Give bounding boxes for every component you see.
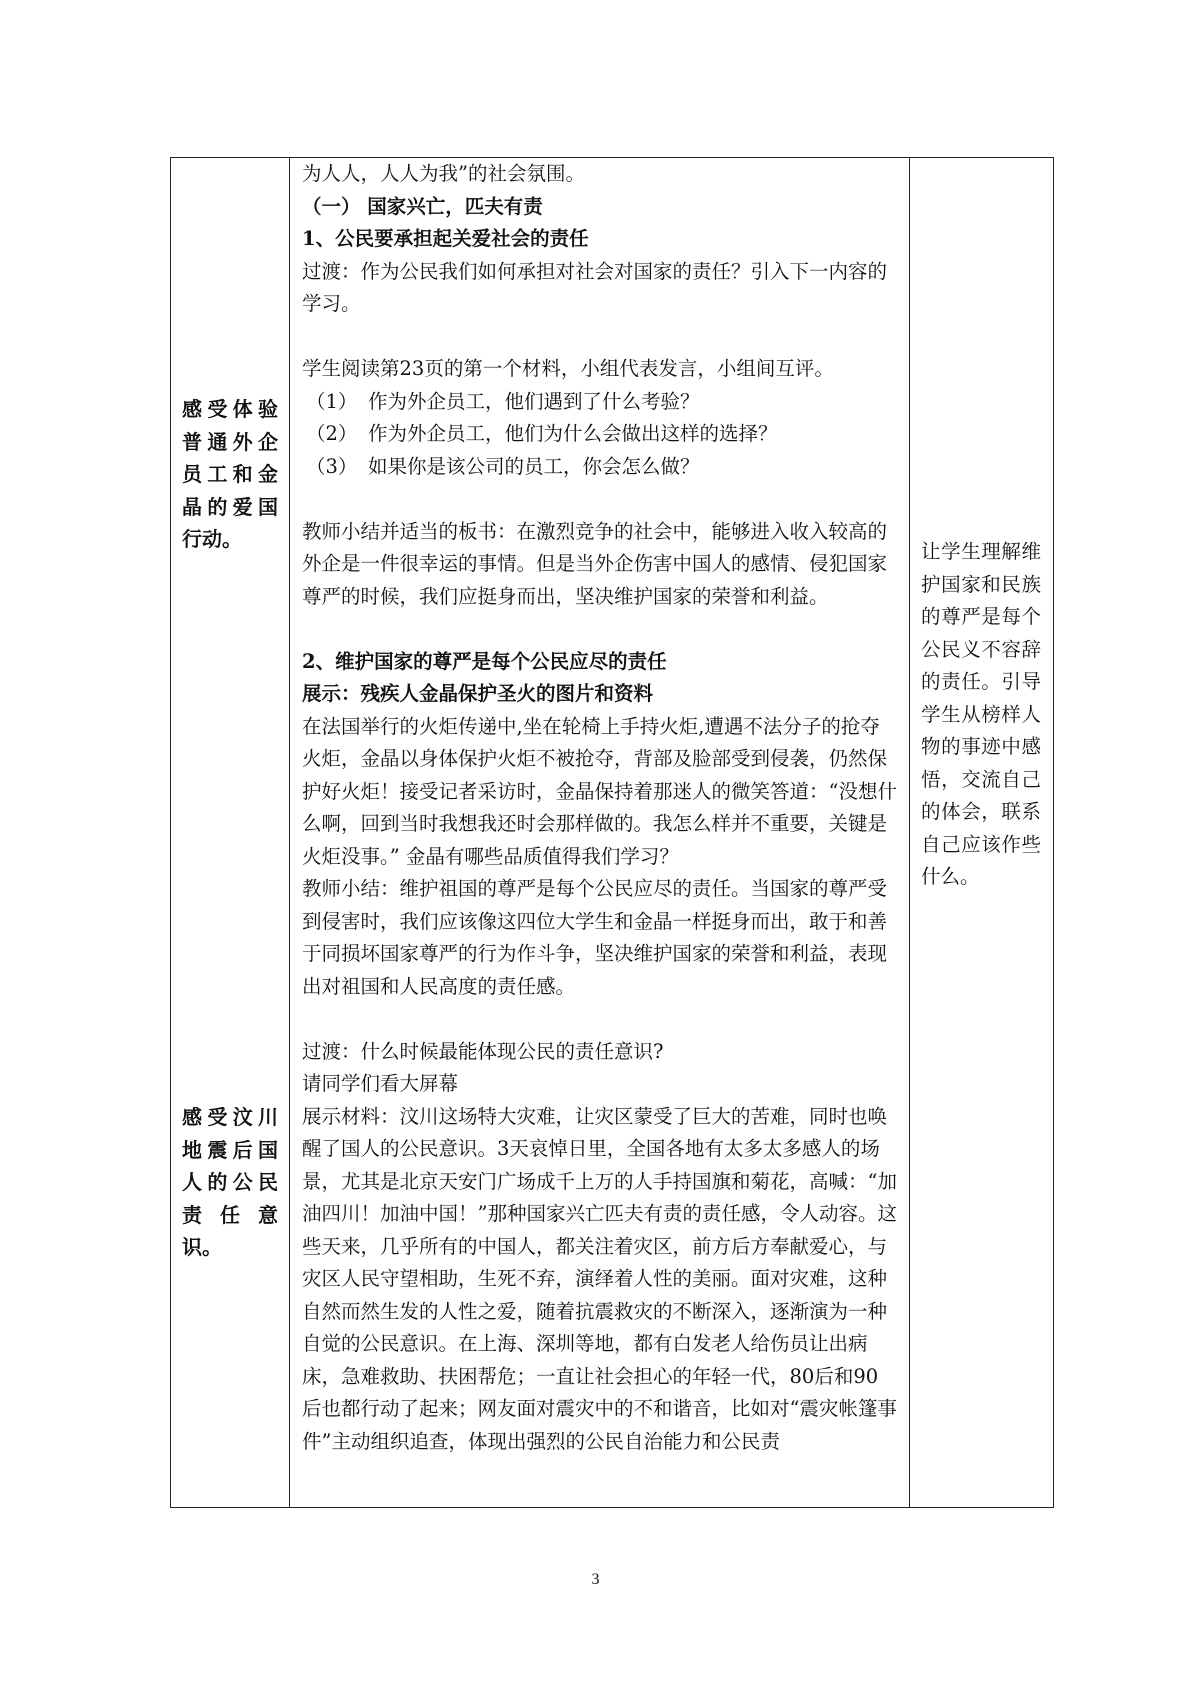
content-heading: （一） 国家兴亡，匹夫有责 (302, 194, 543, 218)
discussion-question (302, 386, 897, 419)
content-paragraph: 教师小结：维护祖国的尊严是每个公民应尽的责任。当国家的尊严受到侵害时，我们应该像这四位大学生和金晶一样挺身而出，敢于和善于同损坏国家尊严的行为作斗争，坚决维护国家的荣誉和利益，表现出对祖国和人民高度的责任感。 (302, 877, 888, 998)
content-column (290, 158, 910, 1508)
content-heading: 展示：残疾人金晶保护圣火的图片和资料 (302, 682, 654, 705)
content-paragraph: 过渡：什么时候最能体现公民的责任意识? (302, 1039, 664, 1063)
question-text: 作为外企员工，他们为什么会做出这样的选择？ (368, 422, 778, 445)
design-purpose-text: 让学生理解维护国家和民族的尊严是每个公民义不容辞的责任。引导学生从榜样人物的事迹中感悟，交流自己的体会，联系自己应该作些什么。 (921, 540, 1041, 888)
question-text: 作为外企员工，他们遇到了什么考验？ (368, 389, 700, 413)
content-paragraph: 过渡：作为公民我们如何承担对社会对国家的责任？引入下一内容的学习。 (302, 259, 888, 315)
content-paragraph: 在法国举行的火炬传递中,坐在轮椅上手持火炬,遭遇不法分子的抢夺火炬，金晶以身体保护火炬不被抢夺，背部及脸部受到侵袭，仍然保护好火炬！接受记者采访时，金晶保持着那迷人的微笑答道：“没想什么啊，回到当时我想我还时会那样做的。我怎么样并不重要，关键是火炬没事。” 金晶有哪些品质值得我们学习？ (302, 714, 897, 868)
paragraph-gap (302, 613, 897, 646)
question-number: （1） (306, 389, 358, 413)
page-number: 3 (591, 1571, 600, 1588)
content-heading: 2、维护国家的尊严是每个公民应尽的责任 (302, 649, 667, 673)
discussion-question (302, 451, 897, 484)
content-heading: 1、公民要承担起关爱社会的责任 (302, 227, 589, 250)
content-paragraph: 请同学们看大屏幕 (302, 1072, 459, 1095)
purpose-column (910, 158, 1054, 1508)
content-paragraph: 教师小结并适当的板书：在激烈竞争的社会中，能够进入收入较高的外企是一件很幸运的事情。但是当外企伤害中国人的感情、侵犯国家尊严的时候，我们应挺身而出，坚决维护国家的荣誉和利益。 (302, 519, 888, 608)
question-number: （3） (306, 454, 358, 478)
content-paragraph: 学生阅读第23页的第一个材料，小组代表发言，小组间互评。 (302, 357, 834, 380)
question-text: 如果你是该公司的员工，你会怎么做？ (368, 454, 700, 478)
lesson-plan-table (170, 157, 1054, 1508)
paragraph-gap (302, 1003, 897, 1036)
paragraph-gap (302, 321, 897, 354)
section-title-wenchuan-awareness: 感受汶川地震后国人的公民责任意识。 (182, 1105, 278, 1259)
paragraph-gap (302, 483, 897, 516)
content-paragraph: 为人人，人人为我”的社会氛围。 (302, 162, 585, 185)
section-column (171, 158, 290, 1508)
section-title-patriotic-actions: 感受体验普通外企员工和金晶的爱国行动。 (182, 397, 278, 551)
table-row (171, 158, 1054, 1508)
content-paragraph: 展示材料：汶川这场特大灾难，让灾区蒙受了巨大的苦难，同时也唤醒了国人的公民意识。3天哀悼日里，全国各地有太多太多感人的场景，尤其是北京天安门广场成千上万的人手持国旗和菊花，高喊：“加油四川！加油中国！”那种国家兴亡匹夫有责的责任感，令人动容。这些天来，几乎所有的中国人，都关注着灾区，前方后方奉献爱心，与灾区人民守望相助，生死不弃，演绎着人性的美丽。面对灾难，这种自然而然生发的人性之爱，随着抗震救灾的不断深入，逐渐演为一种自觉的公民意识。在上海、深圳等地，都有白发老人给伤员让出病床，急难救助、扶困帮危；一直让社会担心的年轻一代，80后和90后也都行动了起来；网友面对震灾中的不和谐音，比如对“震灾帐篷事件”主动组织追查，体现出强烈的公民自治能力和公民责 (302, 1104, 897, 1453)
discussion-question (302, 418, 897, 451)
lesson-content (302, 158, 897, 1458)
question-number: （2） (306, 422, 358, 445)
